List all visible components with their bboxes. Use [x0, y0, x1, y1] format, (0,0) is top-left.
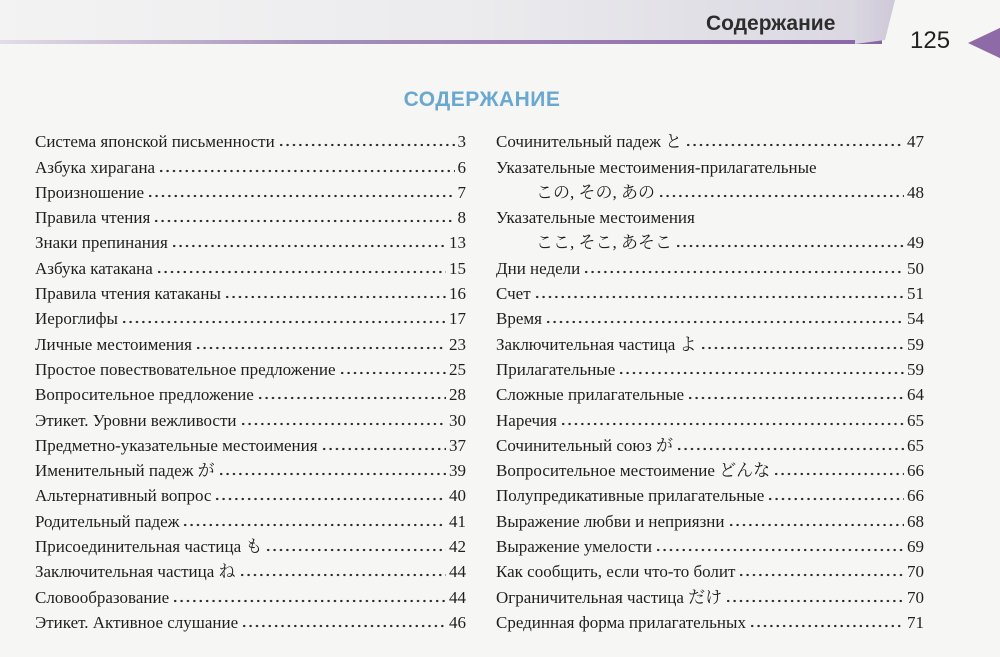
dot-leader	[339, 370, 447, 376]
toc-entry-title: Указательные местоимения-прилагательные	[496, 157, 817, 177]
toc-entry[interactable]	[35, 456, 466, 481]
dot-leader	[153, 218, 454, 224]
toc-entry[interactable]	[496, 253, 924, 278]
toc-entry-title: Правила чтения	[35, 208, 151, 228]
toc-entry-page: 42	[449, 537, 466, 557]
toc-entry-page: 66	[907, 461, 924, 481]
toc-entry-title: Сочинительный союз が	[496, 435, 674, 455]
page-number: 125	[910, 27, 951, 54]
toc-entry-title: Сложные прилагательные	[496, 385, 685, 405]
toc-entry[interactable]	[496, 304, 924, 329]
dot-leader	[239, 572, 447, 578]
toc-entry[interactable]	[496, 279, 924, 304]
toc-entry[interactable]	[35, 557, 466, 582]
toc-entry-page: 48	[907, 182, 924, 202]
toc-entry-title: Выражение умелости	[496, 537, 652, 557]
toc-entry[interactable]	[496, 152, 924, 177]
dot-leader	[675, 243, 904, 249]
toc-entry[interactable]	[35, 532, 466, 557]
dot-leader	[738, 572, 904, 578]
dot-leader	[241, 623, 446, 629]
dot-leader	[121, 319, 446, 325]
toc-entry-title: Азбука катакана	[35, 258, 153, 278]
dot-leader	[534, 294, 904, 300]
dot-leader	[265, 547, 446, 553]
toc-entry-title: この, その, あの	[536, 182, 655, 202]
toc-entry[interactable]	[35, 329, 466, 354]
toc-entry[interactable]	[496, 355, 924, 380]
toc-entry-page: 30	[449, 410, 466, 430]
toc-entry-page: 47	[907, 132, 924, 152]
dot-leader	[182, 522, 446, 528]
toc-entry-page: 41	[449, 511, 466, 531]
toc-entry-page: 54	[907, 309, 924, 329]
toc-entry-title: Сочинительный падеж と	[496, 132, 683, 152]
toc-entry-page: 44	[449, 587, 466, 607]
toc-entry[interactable]	[35, 253, 466, 278]
dot-leader	[700, 345, 905, 351]
toc-entry[interactable]	[35, 431, 466, 456]
toc-entry[interactable]	[496, 431, 924, 456]
toc-entry-page: 6	[457, 157, 466, 177]
dot-leader	[218, 471, 446, 477]
toc-entry-page: 7	[457, 182, 466, 202]
toc-entry[interactable]	[496, 456, 924, 481]
toc-entry-page: 23	[449, 334, 466, 354]
dot-leader	[321, 446, 446, 452]
toc-entry-page: 70	[907, 562, 924, 582]
toc-entry-page: 68	[907, 511, 924, 531]
dot-leader	[158, 168, 454, 174]
toc-entry-page: 59	[907, 359, 924, 379]
toc-entry-title: Полупредикативные прилагательные	[496, 486, 765, 506]
toc-entry[interactable]	[496, 532, 924, 557]
toc-column-left	[35, 127, 466, 633]
dot-leader	[773, 471, 904, 477]
dot-leader	[195, 345, 446, 351]
toc-entry-title: Личные местоимения	[35, 334, 192, 354]
toc-entry-page: 70	[907, 587, 924, 607]
toc-entry[interactable]	[496, 557, 924, 582]
header-rule	[0, 40, 882, 44]
toc-entry[interactable]	[496, 481, 924, 506]
toc-column-right	[496, 127, 924, 633]
toc-entry-title: Этикет. Уровни вежливости	[35, 410, 237, 430]
toc-entry-title: Прилагательные	[496, 359, 616, 379]
toc-entry-page: 65	[907, 435, 924, 455]
toc-entry-page: 15	[449, 258, 466, 278]
dot-leader	[147, 193, 454, 199]
toc-entry[interactable]	[496, 405, 924, 430]
toc-entry-title: ここ, そこ, あそこ	[536, 233, 672, 253]
corner-arrow-icon	[968, 26, 1000, 60]
toc-entry-page: 44	[449, 562, 466, 582]
toc-entry-page: 37	[449, 435, 466, 455]
toc-entry-title: Указательные местоимения	[496, 208, 695, 228]
toc-entry-title: Как сообщить, если что-то болит	[496, 562, 736, 582]
dot-leader	[725, 598, 904, 604]
dot-leader	[560, 421, 904, 427]
toc-entry[interactable]	[35, 582, 466, 607]
dot-leader	[749, 623, 904, 629]
running-header	[0, 0, 1000, 60]
toc-entry-title: Ограничительная частица だけ	[496, 587, 723, 607]
toc-entry-page: 17	[449, 309, 466, 329]
toc-entry-title: Правила чтения катаканы	[35, 284, 221, 304]
dot-leader	[658, 193, 904, 199]
toc-entry-title: Заключительная частица ね	[35, 562, 236, 582]
toc-entry-title: Заключительная частица よ	[496, 334, 697, 354]
toc-entry[interactable]	[35, 127, 466, 152]
toc-entry-page: 16	[449, 284, 466, 304]
toc-entry-page: 66	[907, 486, 924, 506]
dot-leader	[767, 496, 904, 502]
header-wedge	[855, 0, 895, 44]
dot-leader	[171, 243, 446, 249]
dot-leader	[214, 496, 446, 502]
toc-entry[interactable]	[35, 304, 466, 329]
dot-leader	[240, 421, 446, 427]
dot-leader	[685, 142, 904, 148]
toc-entry-title: Простое повествовательное предложение	[35, 359, 336, 379]
toc-entry[interactable]	[496, 608, 924, 633]
toc-entry-page: 3	[457, 132, 466, 152]
toc-entry-title: Система японской письменности	[35, 132, 275, 152]
section-title: Содержание	[706, 12, 836, 35]
toc-entry[interactable]	[35, 405, 466, 430]
toc-entry-title: Срединная форма прилагательных	[496, 612, 746, 632]
toc-entry-page: 51	[907, 284, 924, 304]
dot-leader	[728, 522, 905, 528]
toc-entry[interactable]	[496, 380, 924, 405]
toc-entry-title: Счет	[496, 284, 531, 304]
toc-entry-page: 49	[907, 233, 924, 253]
toc-title: СОДЕРЖАНИЕ	[403, 88, 561, 111]
toc-entry-page: 39	[449, 461, 466, 481]
toc-entry-title: Наречия	[496, 410, 557, 430]
toc-entry-title: Альтернативный вопрос	[35, 486, 212, 506]
toc-entry[interactable]	[35, 203, 466, 228]
toc-entry-page: 65	[907, 410, 924, 430]
dot-leader	[156, 269, 446, 275]
toc-entry-page: 50	[907, 258, 924, 278]
toc-entry-title: Произношение	[35, 182, 145, 202]
dot-leader	[655, 547, 904, 553]
toc-entry-page: 13	[449, 233, 466, 253]
dot-leader	[257, 395, 446, 401]
toc-entry[interactable]	[35, 152, 466, 177]
toc-entry-page: 28	[449, 385, 466, 405]
toc-entry-title: Время	[496, 309, 542, 329]
dot-leader	[583, 269, 904, 275]
toc-entry-title: Вопросительное местоимение どんな	[496, 461, 771, 481]
toc-entry[interactable]	[35, 481, 466, 506]
toc-entry-title: Этикет. Активное слушание	[35, 612, 239, 632]
toc-entry-title: Азбука хирагана	[35, 157, 156, 177]
toc-entry-page: 25	[449, 359, 466, 379]
toc-entry[interactable]	[35, 178, 466, 203]
toc-entry[interactable]	[496, 582, 924, 607]
toc-entry-title: Иероглифы	[35, 309, 118, 329]
toc-entry[interactable]	[35, 355, 466, 380]
toc-entry[interactable]	[496, 203, 924, 228]
toc-entry[interactable]	[35, 279, 466, 304]
toc-entry-page: 64	[907, 385, 924, 405]
toc-entry-title: Предметно-указательные местоимения	[35, 435, 318, 455]
toc-entry-title: Знаки препинания	[35, 233, 168, 253]
toc-entry[interactable]	[35, 608, 466, 633]
toc-entry-page: 8	[457, 208, 466, 228]
dot-leader	[676, 446, 904, 452]
dot-leader	[545, 319, 904, 325]
toc-entry[interactable]	[35, 506, 466, 531]
toc-entry-page: 46	[449, 612, 466, 632]
dot-leader	[278, 142, 455, 148]
toc-entry-title: Вопросительное предложение	[35, 385, 254, 405]
toc-entry[interactable]	[496, 228, 924, 253]
toc-entry-page: 40	[449, 486, 466, 506]
toc-entry[interactable]	[496, 127, 924, 152]
toc-entry[interactable]	[35, 228, 466, 253]
toc-entry[interactable]	[496, 329, 924, 354]
toc-entry-title: Дни недели	[496, 258, 581, 278]
toc-entry-title: Именительный падеж が	[35, 461, 215, 481]
toc-entry-title: Родительный падеж	[35, 511, 180, 531]
dot-leader	[224, 294, 446, 300]
toc-entry-page: 71	[907, 612, 924, 632]
toc-entry-title: Присоединительная частица も	[35, 537, 263, 557]
dot-leader	[687, 395, 904, 401]
dot-leader	[172, 598, 446, 604]
toc-entry-page: 69	[907, 537, 924, 557]
dot-leader	[618, 370, 904, 376]
toc-entry-title: Выражение любви и неприязни	[496, 511, 725, 531]
toc-entry-page: 59	[907, 334, 924, 354]
toc-entry[interactable]	[496, 178, 924, 203]
toc-entry[interactable]	[496, 506, 924, 531]
toc-entry-title: Словообразование	[35, 587, 170, 607]
toc-entry[interactable]	[35, 380, 466, 405]
